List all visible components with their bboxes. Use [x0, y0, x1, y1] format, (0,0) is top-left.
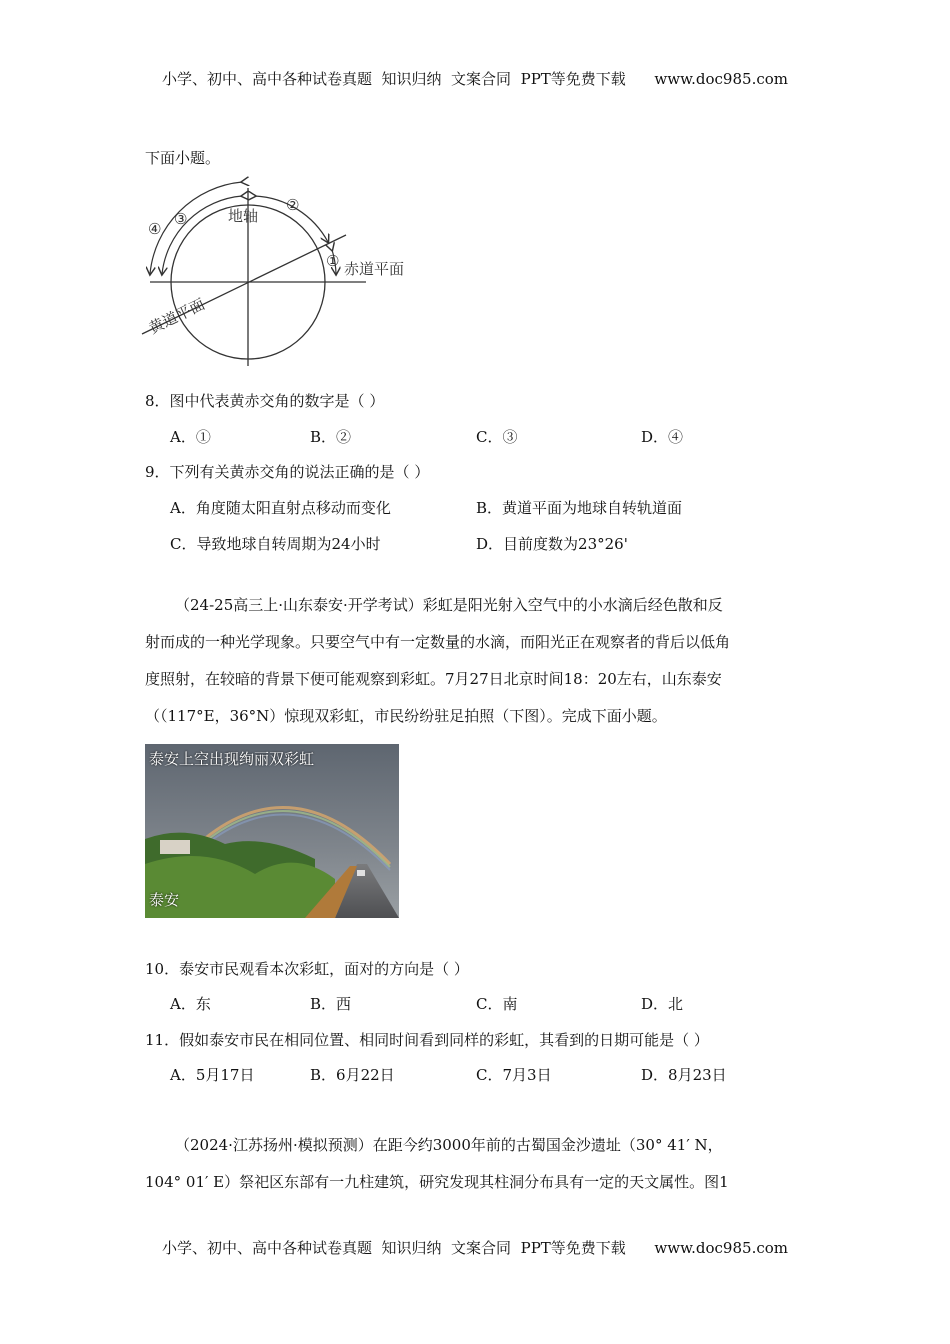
marker-1: ①: [326, 252, 340, 270]
q8-option-b: B．②: [310, 428, 352, 446]
q10-option-d: D．北: [641, 995, 684, 1013]
axis-label: 地轴: [228, 207, 259, 225]
q9-option-b: B．黄道平面为地球自转轨道面: [476, 499, 683, 517]
q11-option-b: B．6月22日: [310, 1066, 395, 1084]
angle-arc-4: [150, 182, 242, 274]
q8-option-c: C．③: [476, 428, 518, 446]
page-header: 小学、初中、高中各种试卷真题 知识归纳 文案合同 PPT等免费下载 www.doc985.com: [161, 70, 788, 88]
passage2-line-3: 度照射，在较暗的背景下便可能观察到彩虹。7月27日北京时间18：20左右，山东泰安: [145, 670, 722, 688]
q10-option-a: A．东: [170, 995, 211, 1013]
marker-2: ②: [286, 196, 300, 214]
q10-stem: 10．泰安市民观看本次彩虹，面对的方向是（ ）: [145, 960, 469, 978]
marker-4: ④: [148, 220, 162, 238]
q11-stem: 11．假如泰安市民在相同位置、相同时间看到同样的彩虹，其看到的日期可能是（ ）: [145, 1031, 709, 1049]
q11-option-c: C．7月3日: [476, 1066, 552, 1084]
page-footer: 小学、初中、高中各种试卷真题 知识归纳 文案合同 PPT等免费下载 www.doc985.com: [161, 1239, 788, 1257]
q10-option-b: B．西: [310, 995, 352, 1013]
q8-option-d: D．④: [641, 428, 684, 446]
q11-option-d: D．8月23日: [641, 1066, 727, 1084]
passage3-line-1: （2024·江苏扬州·模拟预测）在距今约3000年前的古蜀国金沙遗址（30° 41′ N，: [175, 1136, 723, 1154]
photo-caption: 泰安: [149, 891, 180, 909]
ecliptic-diagram: [138, 176, 438, 371]
intro-line: 下面小题。: [145, 149, 221, 167]
q10-option-c: C．南: [476, 995, 518, 1013]
q8-stem: 8．图中代表黄赤交角的数字是（ ）: [145, 392, 385, 410]
marker-3: ③: [174, 210, 188, 228]
passage2-line-1: （24-25高三上·山东泰安·开学考试）彩虹是阳光射入空气中的小水滴后经色散和反: [175, 596, 723, 614]
rainbow-photo: [145, 744, 399, 918]
passage2-line-4: （（117°E，36°N）惊现双彩虹，市民纷纷驻足拍照（下图）。完成下面小题。: [145, 707, 667, 725]
q9-option-d: D．目前度数为23°26': [476, 535, 628, 553]
q8-option-a: A．①: [170, 428, 211, 446]
equator-label: 赤道平面: [344, 260, 405, 278]
q9-option-a: A．角度随太阳直射点移动而变化: [170, 499, 391, 517]
ecliptic-label: 黄道平面: [145, 295, 208, 338]
passage3-line-2: 104° 01′ E）祭祀区东部有一九柱建筑，研究发现其柱洞分布具有一定的天文属性。图1: [145, 1173, 729, 1191]
q11-option-a: A．5月17日: [170, 1066, 255, 1084]
q9-stem: 9．下列有关黄赤交角的说法正确的是（ ）: [145, 463, 430, 481]
q9-option-c: C．导致地球自转周期为24小时: [170, 535, 381, 553]
photo-title: 泰安上空出现绚丽双彩虹: [149, 750, 315, 768]
passage2-line-2: 射而成的一种光学现象。只要空气中有一定数量的水滴，而阳光正在观察者的背后以低角: [145, 633, 731, 651]
